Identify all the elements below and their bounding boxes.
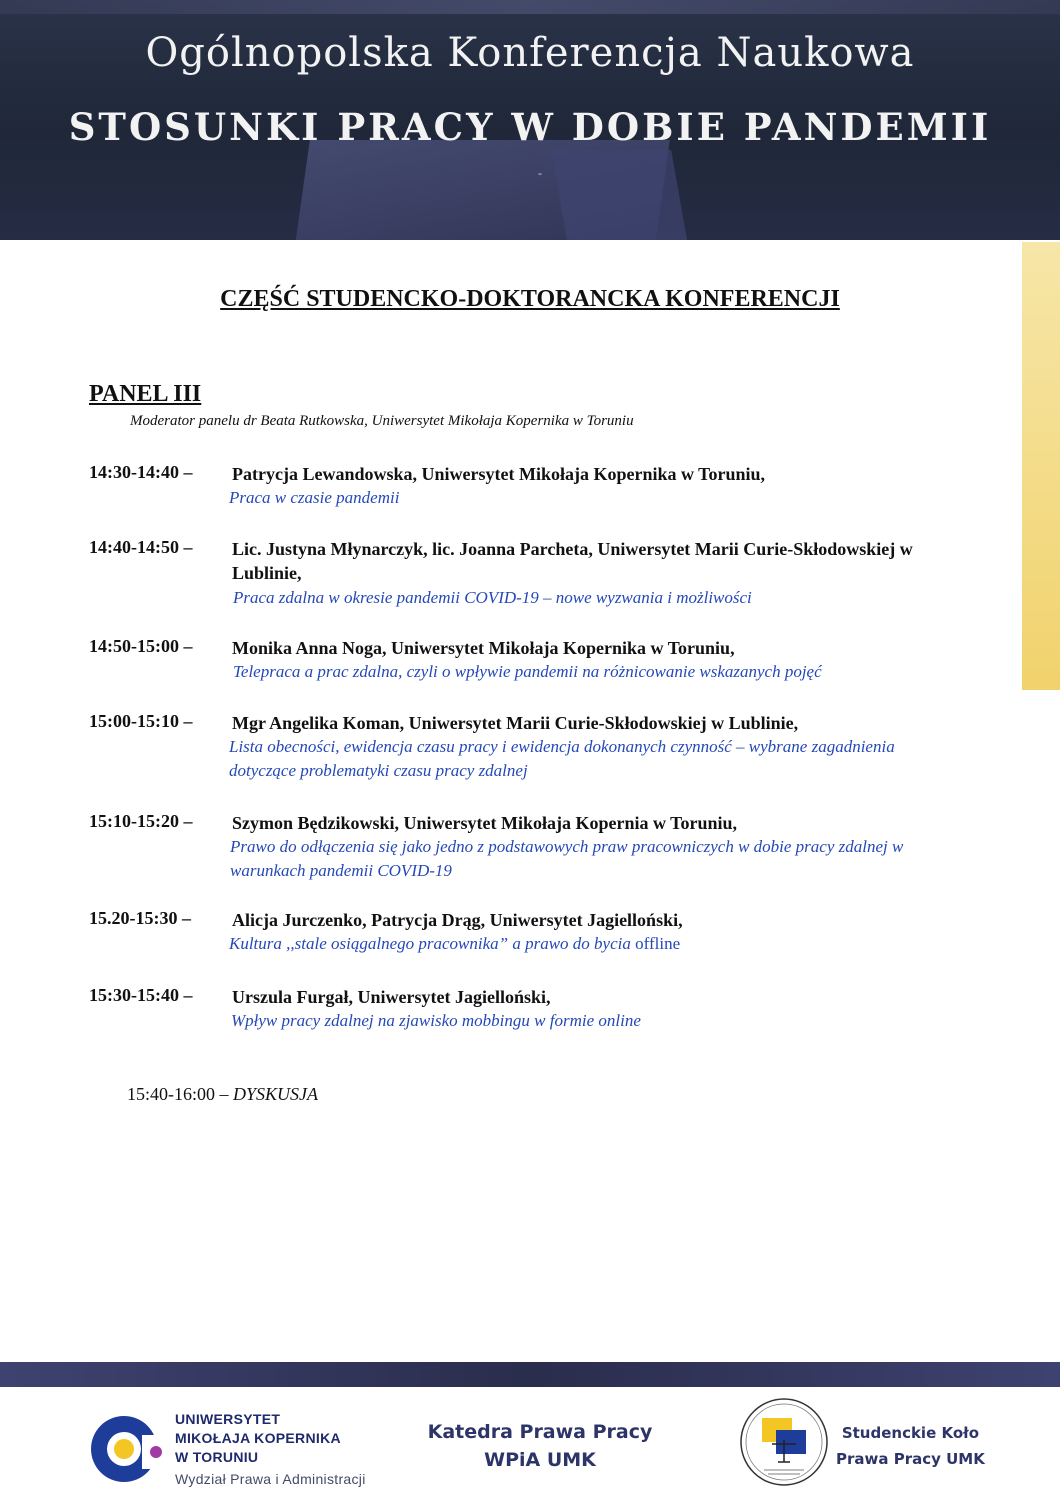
banner-stripe: [0, 0, 1060, 14]
session-time: 14:50-15:00 –: [89, 636, 193, 656]
session-speakers: Lic. Justyna Młynarczyk, lic. Joanna Parcheta, Uniwersytet Marii Curie-Skłodowskiej w Lublinie,: [232, 539, 913, 583]
session-speakers: Alicja Jurczenko, Patrycja Drąg, Uniwersytet Jagielloński,: [232, 910, 683, 930]
conference-title: Ogólnopolska Konferencja Naukowa: [145, 30, 915, 76]
umk-logo-sun: [114, 1439, 134, 1459]
banner-mask-decoration-2: [551, 150, 689, 240]
session-speakers: Urszula Furgał, Uniwersytet Jagielloński,: [232, 987, 551, 1007]
panel-title: PANEL III: [89, 381, 202, 407]
footer-band: [0, 1362, 1060, 1387]
kolo-logo: [738, 1396, 830, 1488]
session-topic: Wpływ pracy zdalnej na zjawisko mobbingu w formie online: [231, 1011, 641, 1030]
session-topic: Lista obecności, ewidencja czasu pracy i ewidencja dokonanych czynność – wybrane zagadnienia dotyczące problematyki czasu pracy zdalnej: [229, 737, 895, 780]
katedra-line2: WPiA UMK: [484, 1449, 596, 1471]
session-speakers: Mgr Angelika Koman, Uniwersytet Marii Curie-Skłodowskiej w Lublinie,: [232, 713, 799, 733]
session-time: 14:40-14:50 –: [89, 537, 193, 557]
umk-logo-dot: [150, 1446, 162, 1458]
session-topic-suffix: offline: [635, 934, 681, 953]
session-topic-text: Kultura ,,stale osiągalnego pracownika” a prawo do bycia: [229, 934, 631, 953]
session-time: 15.20-15:30 –: [89, 908, 191, 928]
umk-name-line1: UNIWERSYTET: [175, 1411, 281, 1427]
kolo-line1: Studenckie Koło: [841, 1424, 980, 1442]
kolo-logo-blue-square: [776, 1430, 806, 1454]
session-time: 14:30-14:40 –: [89, 462, 193, 482]
session-topic: Praca zdalna w okresie pandemii COVID-19 – nowe wyzwania i możliwości: [233, 588, 752, 607]
banner-dash: -: [538, 166, 542, 180]
umk-name-line2: MIKOŁAJA KOPERNIKA: [175, 1430, 341, 1446]
conference-subtitle: STOSUNKI PRACY W DOBIE PANDEMII: [68, 105, 992, 149]
session-speakers: Monika Anna Noga, Uniwersytet Mikołaja Kopernika w Toruniu,: [232, 638, 735, 658]
kolo-line2: Prawa Pracy UMK: [836, 1450, 985, 1468]
session-time: 15:10-15:20 –: [89, 811, 193, 831]
session-speakers: Szymon Będzikowski, Uniwersytet Mikołaja Kopernia w Toruniu,: [232, 813, 738, 833]
session-topic: Praca w czasie pandemii: [229, 488, 400, 507]
umk-logo: [86, 1405, 172, 1491]
umk-name: [175, 1410, 366, 1489]
discussion-label: DYSKUSJA: [233, 1084, 318, 1104]
discussion-line: [127, 1084, 318, 1105]
session-topic: Prawo do odłączenia się jako jedno z podstawowych praw pracowniczych w dobie pracy zdalnej w warunkach pandemii COVID-19: [230, 837, 904, 880]
umk-name-line3: W TORUNIU: [175, 1449, 259, 1465]
katedra-line1: Katedra Prawa Pracy: [427, 1421, 653, 1443]
session-speakers: Patrycja Lewandowska, Uniwersytet Mikołaja Kopernika w Toruniu,: [232, 464, 766, 484]
kolo-label: [836, 1420, 985, 1472]
katedra-label: [420, 1418, 660, 1474]
session-time: 15:30-15:40 –: [89, 985, 193, 1005]
session-time: 15:00-15:10 –: [89, 711, 193, 731]
session-topic: [229, 932, 949, 956]
session-topic: Telepraca a prac zdalna, czyli o wpływie pandemii na różnicowanie wskazanych pojęć: [233, 662, 822, 681]
panel-moderator: Moderator panelu dr Beata Rutkowska, Uniwersytet Mikołaja Kopernika w Toruniu: [130, 413, 634, 429]
section-heading: CZĘŚĆ STUDENCKO-DOKTORANCKA KONFERENCJI: [220, 286, 840, 312]
discussion-time: 15:40-16:00 –: [127, 1084, 229, 1104]
header-banner: [0, 0, 1060, 240]
umk-faculty: Wydział Prawa i Administracji: [175, 1471, 366, 1487]
